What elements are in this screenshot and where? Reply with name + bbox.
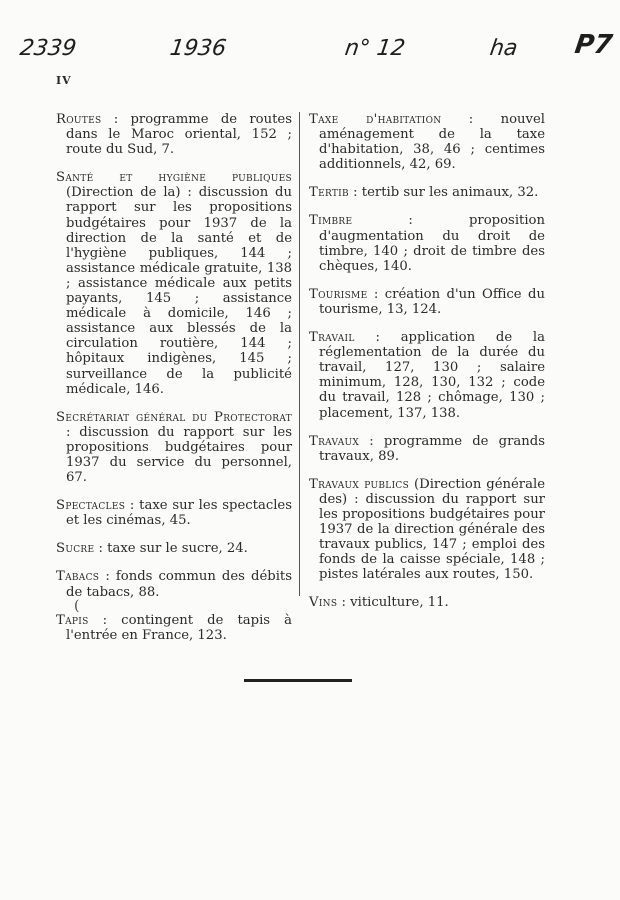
- index-entry-sucre: [56, 541, 292, 556]
- stray-ink-mark: (: [74, 598, 80, 614]
- index-entry-heading: Routes: [56, 112, 102, 127]
- index-entry-heading: Vins: [309, 595, 338, 611]
- index-entry-heading: Tabacs: [56, 569, 100, 585]
- index-entry-heading: Tertib: [309, 185, 349, 201]
- handwritten-note-issue: n° 12: [343, 36, 407, 61]
- index-entry-text: : création d'un Office du tourisme, 13, 124.: [319, 286, 545, 317]
- index-entry-text: : proposition d'augmentation du droit de timbre, 140 ; droit de timbre des chèques, 140.: [319, 213, 545, 274]
- index-entry-text: : discussion du rapport sur les propositions budgétaires pour 1937 du service du personnel, 67.: [66, 424, 292, 486]
- index-entry-text: (Direction générale des) : discussion du rapport sur les propositions budgétaires pour 1937 de la direction générale des travaux publics, 147 ; emploi des fonds de la caisse spéciale, 148 ; pistes latérales aux routes, 150.: [319, 476, 545, 583]
- index-entry-spectacles: [56, 498, 292, 528]
- index-entry-text: : viticulture, 11.: [337, 595, 449, 611]
- index-entry-text: (Direction de la) : discussion du rapport sur les propositions budgétaires pour 1937 de la direction de la santé et de l'hygiène publiques, 144 ; assistance médicale gratuite, 138 ; assistance médicale aux petits payants, 145 ; assistance médicale à domicile, 146 ; assistance aux blessés de la circulation routière, 144 ; hôpitaux indigènes, 145 ; surveillance de la publicité médicale, 146.: [66, 185, 292, 397]
- index-entry-tabacs: [56, 569, 292, 599]
- column-divider: [299, 112, 300, 596]
- index-entry-text: : programme de routes dans le Maroc oriental, 152 ; route du Sud, 7.: [66, 112, 292, 158]
- index-entry-timbre: [309, 213, 545, 273]
- page-number: IV: [56, 74, 72, 87]
- index-entry-text: : taxe sur le sucre, 24.: [94, 541, 248, 557]
- index-entry-text: : programme de grands travaux, 89.: [319, 433, 545, 464]
- index-entry-tourisme: [309, 287, 545, 317]
- handwritten-note-initials: ha: [488, 36, 520, 61]
- index-entry-travail: [309, 330, 545, 421]
- index-column-right: [309, 112, 545, 624]
- index-entry-text: : fonds commun des débits de tabacs, 88.: [66, 569, 292, 600]
- index-entry-text: : contingent de tapis à l'entrée en France, 123.: [66, 612, 292, 643]
- index-column-left: [56, 112, 292, 656]
- index-entry-text: : application de la réglementation de la durée du travail, 127, 130 ; salaire minimum, 128, 130, 132 ; code du travail, 128 ; chômage, 130 ; placement, 137, 138.: [319, 330, 545, 421]
- index-entry-secretariat: [56, 410, 292, 485]
- index-entry-taxe-habitation: [309, 112, 545, 172]
- index-entry-vins: [309, 595, 545, 610]
- index-entry-heading: Travaux: [309, 433, 360, 449]
- index-entry-text: : nouvel aménagement de la taxe d'habitation, 38, 46 ; centimes additionnels, 42, 69.: [319, 112, 545, 173]
- index-entry-heading: Tapis: [56, 612, 89, 628]
- index-entry-heading: Travail: [309, 330, 355, 346]
- index-entry-tapis: [56, 613, 292, 643]
- index-entry-heading: Sucre: [56, 541, 95, 557]
- index-entry-text: : taxe sur les spectacles et les cinémas, 45.: [66, 498, 292, 529]
- index-entry-routes: [56, 112, 292, 157]
- index-entry-heading: Taxe d'habitation: [309, 112, 442, 127]
- index-entry-heading: Timbre: [309, 213, 353, 229]
- index-entry-sante: [56, 170, 292, 396]
- handwritten-note-code: P7: [572, 30, 615, 60]
- handwritten-note-number: 2339: [18, 36, 78, 61]
- handwritten-note-year: 1936: [168, 36, 228, 61]
- index-entry-travaux: [309, 434, 545, 464]
- closing-rule: [244, 679, 352, 682]
- index-entry-heading: Spectacles: [56, 498, 126, 514]
- index-entry-text: : tertib sur les animaux, 32.: [348, 185, 539, 201]
- index-entry-travaux-publics: [309, 477, 545, 583]
- index-entry-heading: Travaux publics: [309, 476, 410, 492]
- index-entry-heading: Secrétariat général du Protectorat: [56, 409, 292, 425]
- index-entry-heading: Tourisme: [309, 286, 368, 302]
- index-entry-heading: Santé et hygiène publiques: [56, 170, 292, 186]
- index-entry-tertib: [309, 185, 545, 200]
